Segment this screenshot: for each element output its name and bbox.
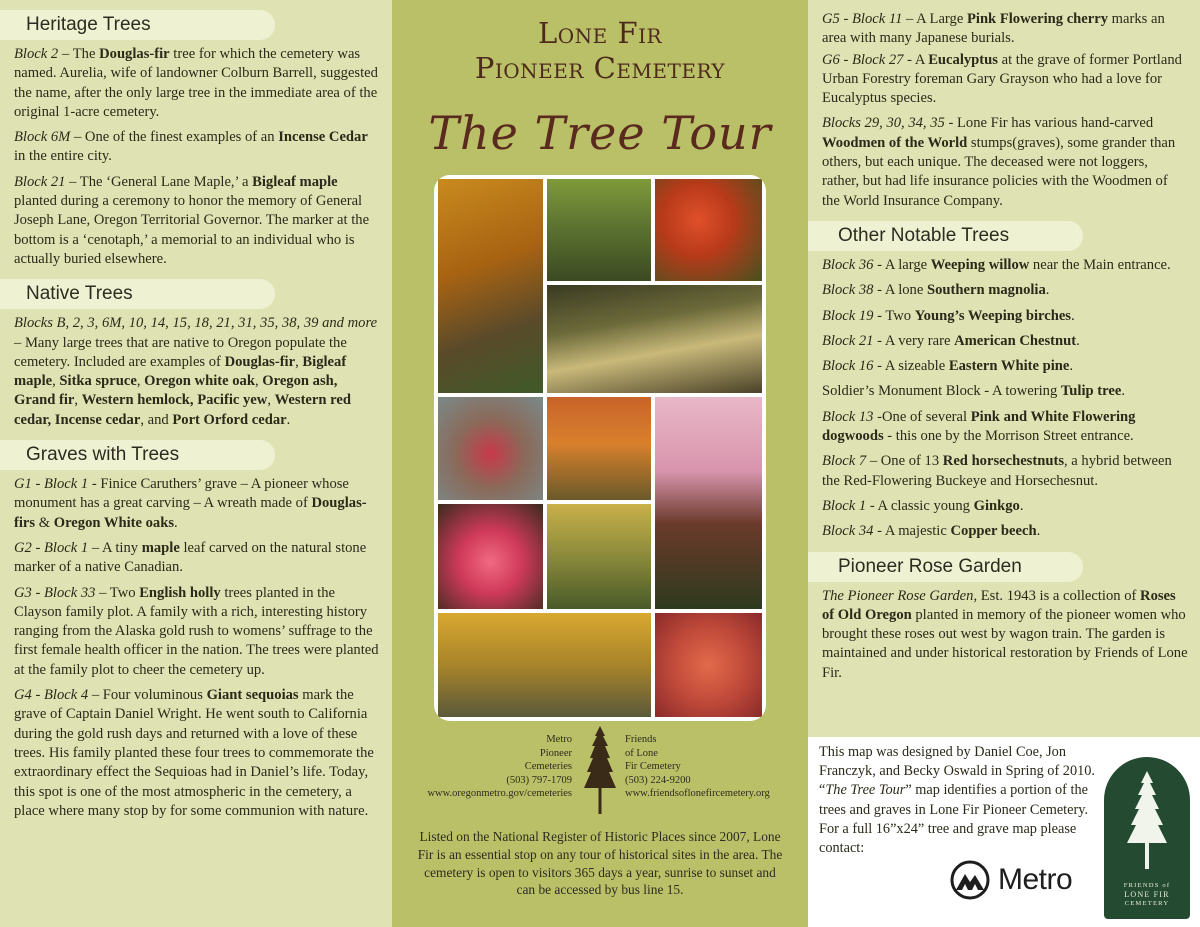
notable-entry: Block 16 - A sizeable Eastern White pine. (822, 358, 1074, 375)
photo-collage (434, 175, 766, 721)
grave-entry-g1: G1 - Block 1 - Finice Caruthers’ grave – A pioneer whose monument has a great carving – A wreath made of Douglas-firs & Oregon White oaks. (14, 476, 367, 531)
woodmen-entry: Blocks 29, 30, 34, 35 - Lone Fir has various hand-carved Woodmen of the World stumps(graves), some grander than others, but each unique. The deceased were not loggers, rather, but had life insurance policies with the Woodmen of the World Insurance Company. (822, 115, 1176, 209)
heritage-entry-block-6m: Block 6M – One of the finest examples of an Incense Cedar in the entire city. (14, 129, 368, 165)
photo-red-leaves (655, 613, 762, 717)
badge-line-lone-fir: LONE FIR (1124, 890, 1170, 899)
native-trees-entry: Blocks B, 2, 3, 6M, 10, 14, 15, 18, 21, 31, 35, 38, 39 and more – Many large trees that are native to Oregon populate the cemetery. Included are examples of Douglas-fir, Bigleaf maple, Sitka spruce, Oregon white oak, Oregon ash, Grand fir, Western hemlock, Pacific yew, Western red cedar, Incense cedar, and Port Orford cedar. (14, 315, 378, 428)
notable-entry: Block 1 - A classic young Ginkgo. (822, 497, 1024, 514)
photo-ginkgo-trunk (547, 179, 651, 281)
photo-golden-ginkgo (438, 613, 651, 717)
heritage-entry-block-2: Block 2 – The Douglas-fir tree for which the cemetery was named. Aurelia, wife of landowner Colburn Barrell, suggested the name, after the only large tree in the immediate area of the original 1-acre cemetery. (14, 46, 378, 120)
rose-garden-entry: The Pioneer Rose Garden, Est. 1943 is a collection of Roses of Old Oregon planted in memory of the pioneer women who brought these roses out west by wagon train. The garden is maintained and under historical restoration by Friends of Lone Fir. (822, 587, 1188, 681)
notable-entry: Block 13 -One of several Pink and White Flowering dogwoods - this one by the Morrison Street entrance. (822, 408, 1136, 445)
notable-entry: Block 19 - Two Young’s Weeping birches. (822, 307, 1075, 324)
title-lone-fir: Lone Fir (537, 16, 663, 50)
title-pioneer-cemetery: Pioneer Cemetery (474, 51, 726, 85)
notable-entry: Soldier’s Monument Block - A towering Tulip tree. (822, 383, 1125, 400)
badge-fir-tree-icon (1122, 771, 1172, 871)
grave-entry-g2: G2 - Block 1 – A tiny maple leaf carved on the natural stone marker of a native Canadian. (14, 539, 367, 576)
notable-entry: Block 36 - A large Weeping willow near the Main entrance. (822, 256, 1171, 273)
grave-entry-g6: G6 - Block 27 - A Eucalyptus at the grave of former Portland Urban Forestry foreman Gary Grayson who had a love for Eucalyptus species. (822, 51, 1182, 107)
other-notable-trees-heading: Other Notable Trees (808, 221, 1083, 251)
heritage-trees-heading: Heritage Trees (0, 10, 275, 40)
metro-mountain-icon (950, 860, 990, 900)
photo-mountain-ash (438, 397, 543, 500)
pioneer-rose-garden-heading: Pioneer Rose Garden (808, 552, 1083, 582)
notable-entry: Block 38 - A lone Southern magnolia. (822, 282, 1050, 299)
heritage-entry-block-21: Block 21 – The ‘General Lane Maple,’ a Bigleaf maple planted during a ceremony to honor the memory of General Joseph Lane, Oregon Territorial Governor. The marker at the bottom is a ‘cenotaph,’ a memorial to an individual who is actually buried elsewhere. (14, 173, 370, 267)
badge-line-cemetery: CEMETERY (1124, 900, 1170, 907)
friends-of-lone-fir-badge (1104, 757, 1190, 919)
notable-entry: Block 21 - A very rare American Chestnut. (822, 332, 1080, 349)
metro-url-link[interactable]: www.oregonmetro.gov/cemeteries (427, 788, 572, 799)
grave-entry-g3: G3 - Block 33 – Two English holly trees planted in the Clayson family plot. A family with a rich, interesting history ranging from the Alaska gold rush to womens’ suffrage to the first female health officer in the nation. The trees were planted at the family plot to cheer the cemetery up. (14, 584, 379, 678)
title-tree-tour: The Tree Tour (428, 106, 772, 160)
grave-entry-g4: G4 - Block 4 – Four voluminous Giant sequoias mark the grave of Captain Daniel Wright. He went south to California during the gold rush days and returned with a love of these trees. His family planted these four trees to commemorate the extraordinary effect the Sequioas had in Daniel’s life. Today, this spot is one of the most atmospheric in the cemetery, a place where many stop by for some communion with nature. (14, 687, 374, 819)
native-trees-heading: Native Trees (0, 279, 275, 309)
friends-contact: Friends of Lone Fir Cemetery (503) 224-9200 www.friendsoflonefircemetery.org (625, 733, 800, 801)
credit-box (808, 737, 1200, 927)
center-panel (392, 0, 808, 927)
graves-with-trees-heading: Graves with Trees (0, 440, 275, 470)
photo-yellow-tree (547, 504, 651, 609)
grave-entry-g5: G5 - Block 11 – A Large Pink Flowering cherry marks an area with many Japanese burials. (822, 11, 1165, 47)
photo-cemetery-path (547, 285, 762, 393)
friends-url-link[interactable]: www.friendsoflonefircemetery.org (625, 788, 770, 799)
metro-logo-text: Metro (998, 863, 1073, 896)
left-panel (0, 0, 392, 927)
photo-autumn-maple (438, 179, 543, 393)
badge-line-friends: FRIENDS of (1123, 882, 1171, 889)
metro-logo (948, 860, 1088, 900)
photo-pink-cherry (655, 397, 762, 609)
metro-contact: Metro Pioneer Cemeteries (503) 797-1709 www.oregonmetro.gov/cemeteries (412, 733, 572, 801)
national-register-text: Listed on the National Register of Historic Places since 2007, Lone Fir is an essential stop on any tour of historical sites in the area. The cemetery is open to visitors 365 days a year, sunrise to sunset and can be accessed by bus line 15. (417, 829, 783, 898)
photo-dogwood-blossom (438, 504, 543, 609)
map-credit-text: This map was designed by Daniel Coe, Jon Franczyk, and Becky Oswald in Spring of 2010. “The Tree Tour” map identifies a portion of the trees and graves in Lone Fir Pioneer Cemetery. For a full 16”x24” tree and grave map please contact: (819, 744, 1095, 857)
right-panel (808, 0, 1200, 927)
fir-tree-icon (583, 726, 617, 816)
photo-red-maple (655, 179, 762, 281)
notable-entry: Block 34 - A majestic Copper beech. (822, 523, 1041, 540)
notable-entry: Block 7 – One of 13 Red horsechestnuts, a hybrid between the Red-Flowering Buckeye and Horsechesnut. (822, 453, 1172, 489)
photo-orange-tree (547, 397, 651, 500)
